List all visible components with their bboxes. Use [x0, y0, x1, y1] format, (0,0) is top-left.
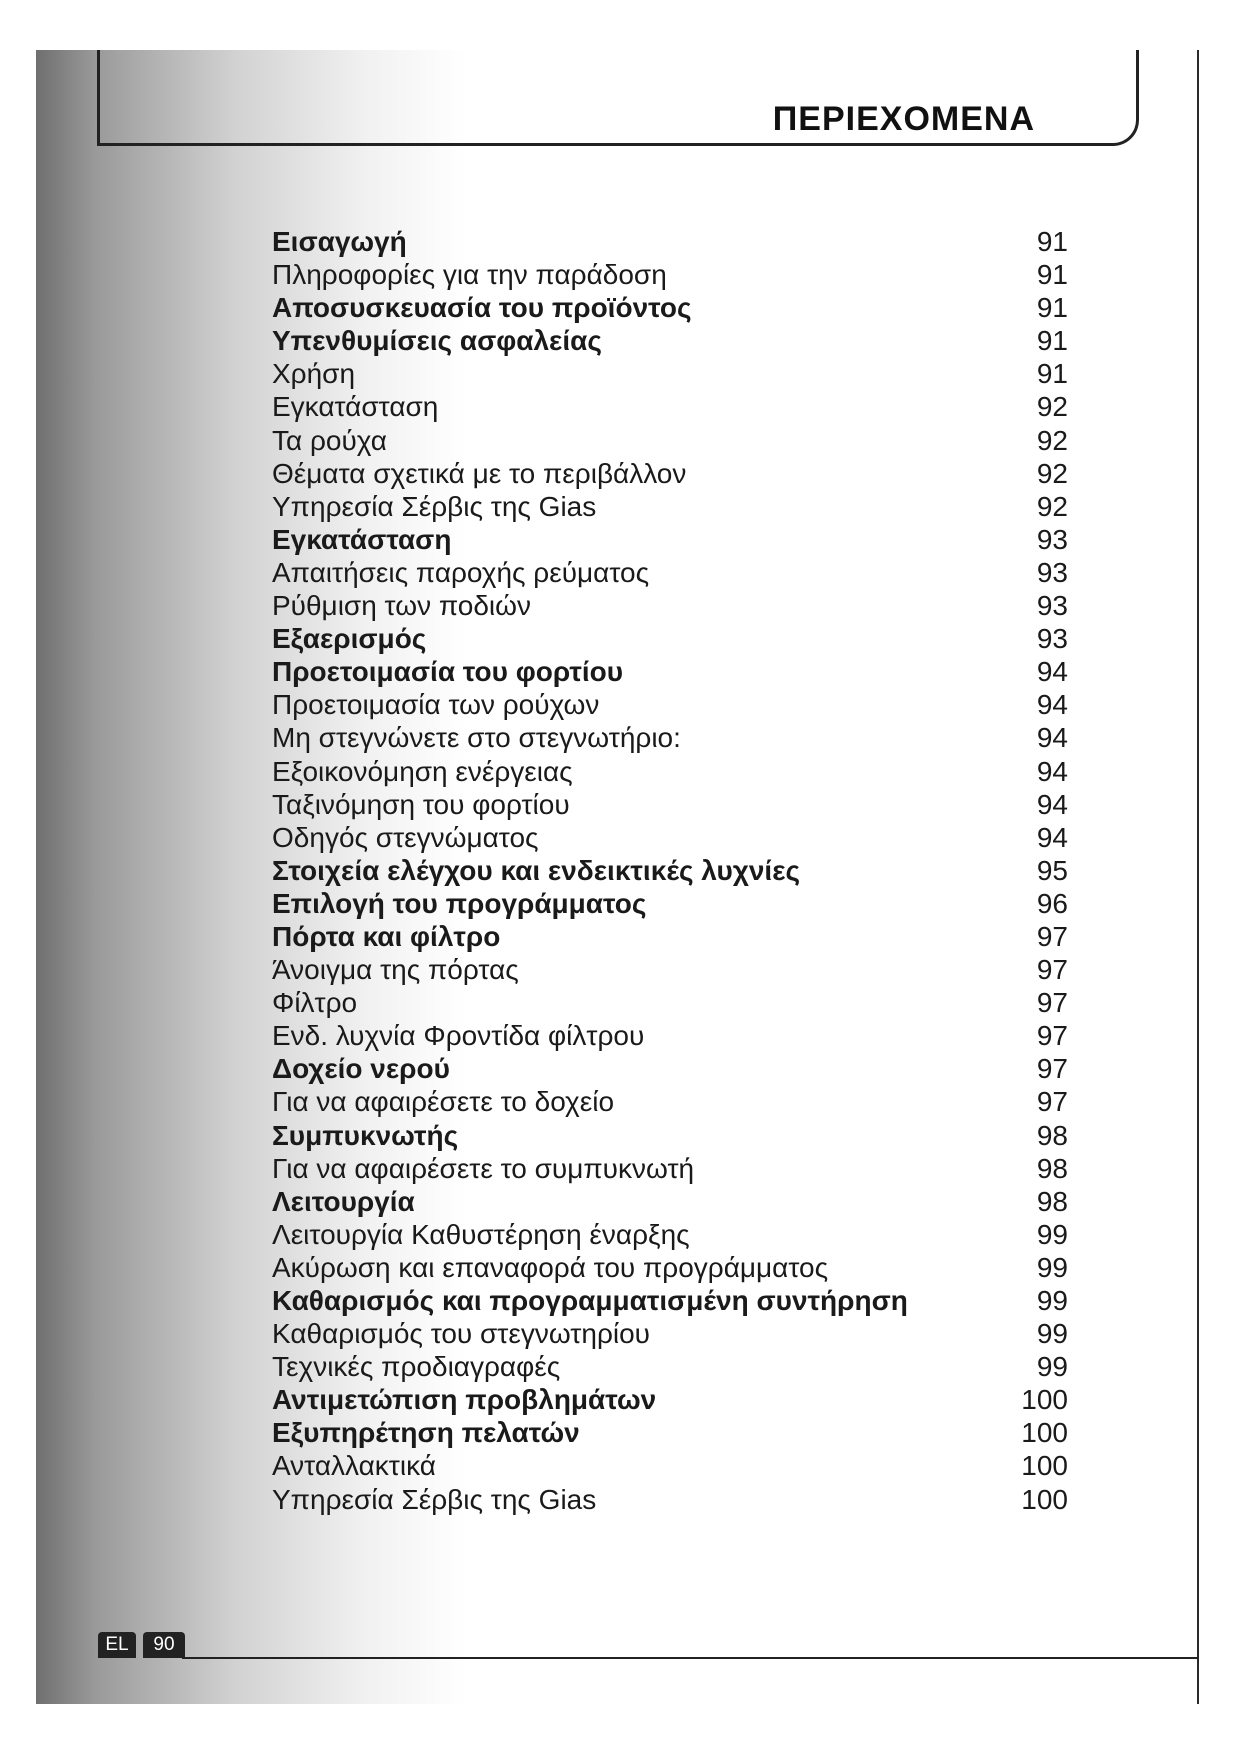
toc-entry-page: 97 — [1036, 954, 1068, 986]
toc-entry-title: Πόρτα και φίλτρο — [272, 920, 501, 952]
toc-entry[interactable] — [272, 1185, 1068, 1218]
toc-entry-page: 93 — [1036, 590, 1068, 622]
toc-entry-title: Δοχείο νερού — [272, 1053, 450, 1085]
toc-entry-page: 94 — [1036, 788, 1068, 820]
toc-entry[interactable] — [272, 755, 1068, 788]
toc-entry-page: 92 — [1036, 424, 1068, 456]
toc-entry[interactable] — [272, 1416, 1068, 1449]
toc-entry-title: Συμπυκνωτής — [272, 1119, 459, 1151]
toc-entry-title: Πληροφορίες για την παράδοση — [272, 259, 667, 291]
toc-entry[interactable] — [272, 1251, 1068, 1284]
toc-entry[interactable] — [272, 953, 1068, 986]
toc-entry[interactable] — [272, 324, 1068, 357]
toc-entry-title: Μη στεγνώνετε στο στεγνωτήριο: — [272, 722, 681, 754]
toc-entry-title: Προετοιμασία των ρούχων — [272, 689, 600, 721]
toc-entry-title: Θέματα σχετικά με το περιβάλλον — [272, 457, 687, 489]
toc-entry-page: 99 — [1036, 1218, 1068, 1250]
table-of-contents — [272, 225, 1068, 1516]
toc-entry[interactable] — [272, 1383, 1068, 1416]
toc-entry-title: Τεχνικές προδιαγραφές — [272, 1351, 561, 1383]
toc-entry-page: 94 — [1036, 755, 1068, 787]
toc-entry[interactable] — [272, 1317, 1068, 1350]
toc-entry-page: 97 — [1036, 1020, 1068, 1052]
toc-entry-title: Άνοιγμα της πόρτας — [272, 954, 519, 986]
toc-entry-title: Λειτουργία — [272, 1185, 415, 1217]
toc-entry[interactable] — [272, 688, 1068, 721]
toc-entry-page: 91 — [1036, 325, 1068, 357]
toc-entry-page: 97 — [1036, 987, 1068, 1019]
toc-entry[interactable] — [272, 821, 1068, 854]
toc-entry-page: 99 — [1036, 1251, 1068, 1283]
toc-entry-title: Ταξινόμηση του φορτίου — [272, 788, 570, 820]
toc-entry-page: 93 — [1036, 623, 1068, 655]
toc-entry-title: Ρύθμιση των ποδιών — [272, 590, 532, 622]
toc-entry-title: Ακύρωση και επαναφορά του προγράμματος — [272, 1251, 829, 1283]
toc-entry[interactable] — [272, 1152, 1068, 1185]
toc-entry-title: Φίλτρο — [272, 987, 358, 1019]
toc-entry[interactable] — [272, 1449, 1068, 1482]
toc-entry-page: 97 — [1036, 920, 1068, 952]
toc-entry-title: Καθαρισμός του στεγνωτηρίου — [272, 1318, 650, 1350]
toc-entry-page: 100 — [1021, 1384, 1068, 1416]
toc-entry-title: Εξοικονόμηση ενέργειας — [272, 755, 573, 787]
toc-entry-page: 99 — [1036, 1285, 1068, 1316]
toc-entry-page: 100 — [1021, 1450, 1068, 1482]
toc-entry[interactable] — [272, 589, 1068, 622]
page-title: ΠΕΡΙΕΧΟΜΕΝΑ — [772, 100, 1035, 138]
toc-entry[interactable] — [272, 1085, 1068, 1118]
toc-entry[interactable] — [272, 457, 1068, 490]
toc-entry[interactable] — [272, 390, 1068, 423]
toc-entry-page: 92 — [1036, 457, 1068, 489]
toc-entry-page: 97 — [1036, 1053, 1068, 1085]
toc-entry-page: 93 — [1036, 556, 1068, 588]
toc-entry-page: 99 — [1036, 1318, 1068, 1350]
toc-entry[interactable] — [272, 1284, 1068, 1317]
toc-entry-page: 99 — [1036, 1351, 1068, 1383]
toc-entry[interactable] — [272, 721, 1068, 754]
toc-entry-page: 92 — [1036, 490, 1068, 522]
toc-entry-title: Εισαγωγή — [272, 226, 407, 257]
toc-entry[interactable] — [272, 1218, 1068, 1251]
toc-entry-page: 95 — [1036, 854, 1068, 886]
toc-entry-title: Αποσυσκευασία του προϊόντος — [272, 292, 692, 324]
toc-entry-page: 92 — [1036, 391, 1068, 423]
toc-entry-page: 97 — [1036, 1086, 1068, 1118]
toc-entry-title: Εγκατάσταση — [272, 523, 452, 555]
toc-entry-title: Εξαερισμός — [272, 623, 427, 655]
toc-entry-title: Εγκατάσταση — [272, 391, 439, 423]
toc-entry-page: 100 — [1021, 1483, 1068, 1515]
language-badge: EL — [98, 1632, 136, 1658]
toc-entry-page: 94 — [1036, 656, 1068, 688]
toc-entry-page: 94 — [1036, 821, 1068, 853]
toc-entry-page: 93 — [1036, 523, 1068, 555]
toc-entry[interactable] — [272, 1350, 1068, 1383]
toc-entry-page: 98 — [1036, 1185, 1068, 1217]
toc-entry-title: Καθαρισμός και προγραμματισμένη συντήρηση — [272, 1285, 908, 1316]
toc-entry-page: 91 — [1036, 292, 1068, 324]
toc-entry[interactable] — [272, 1119, 1068, 1152]
toc-entry-title: Υπηρεσία Σέρβις της Gias — [272, 1483, 597, 1515]
toc-entry[interactable] — [272, 523, 1068, 556]
toc-entry-page: 100 — [1021, 1417, 1068, 1449]
toc-entry-title: Στοιχεία ελέγχου και ενδεικτικές λυχνίες — [272, 854, 801, 886]
toc-entry[interactable] — [272, 258, 1068, 291]
toc-entry-page: 94 — [1036, 722, 1068, 754]
toc-entry-page: 91 — [1036, 226, 1068, 257]
toc-entry[interactable] — [272, 1483, 1068, 1516]
toc-entry[interactable] — [272, 887, 1068, 920]
toc-entry-title: Επιλογή του προγράμματος — [272, 887, 647, 919]
page-number-badge: 90 — [143, 1632, 185, 1658]
toc-entry-title: Ενδ. λυχνία Φροντίδα φίλτρου — [272, 1020, 645, 1052]
toc-entry-title: Υπηρεσία Σέρβις της Gias — [272, 490, 597, 522]
toc-entry[interactable] — [272, 788, 1068, 821]
toc-entry-page: 96 — [1036, 887, 1068, 919]
toc-entry-title: Εξυπηρέτηση πελατών — [272, 1417, 580, 1449]
toc-entry-title: Τα ρούχα — [272, 424, 387, 456]
toc-entry[interactable] — [272, 291, 1068, 324]
toc-entry-title: Λειτουργία Καθυστέρηση έναρξης — [272, 1218, 690, 1250]
toc-entry-title: Αντιμετώπιση προβλημάτων — [272, 1384, 657, 1416]
right-border-rule — [1197, 50, 1199, 1704]
toc-entry-page: 91 — [1036, 358, 1068, 390]
toc-entry[interactable] — [272, 920, 1068, 953]
toc-entry-title: Απαιτήσεις παροχής ρεύματος — [272, 556, 650, 588]
toc-entry-page: 98 — [1036, 1119, 1068, 1151]
toc-entry-title: Ανταλλακτικά — [272, 1450, 436, 1482]
toc-entry[interactable] — [272, 225, 1068, 258]
footer-rule — [182, 1657, 1198, 1659]
toc-entry[interactable] — [272, 556, 1068, 589]
toc-entry[interactable] — [272, 854, 1068, 887]
toc-entry[interactable] — [272, 357, 1068, 390]
toc-entry[interactable] — [272, 655, 1068, 688]
toc-entry-page: 91 — [1036, 259, 1068, 291]
toc-entry-page: 94 — [1036, 689, 1068, 721]
toc-entry-title: Χρήση — [272, 358, 356, 390]
toc-entry[interactable] — [272, 986, 1068, 1019]
toc-entry[interactable] — [272, 1019, 1068, 1052]
toc-entry[interactable] — [272, 1052, 1068, 1085]
toc-entry[interactable] — [272, 424, 1068, 457]
toc-entry-title: Υπενθυμίσεις ασφαλείας — [272, 325, 602, 357]
toc-entry-title: Οδηγός στεγνώματος — [272, 821, 539, 853]
toc-entry[interactable] — [272, 622, 1068, 655]
toc-entry-page: 98 — [1036, 1152, 1068, 1184]
toc-entry-title: Προετοιμασία του φορτίου — [272, 656, 624, 688]
toc-entry-title: Για να αφαιρέσετε το δοχείο — [272, 1086, 615, 1118]
toc-entry-title: Για να αφαιρέσετε το συμπυκνωτή — [272, 1152, 695, 1184]
toc-entry[interactable] — [272, 490, 1068, 523]
